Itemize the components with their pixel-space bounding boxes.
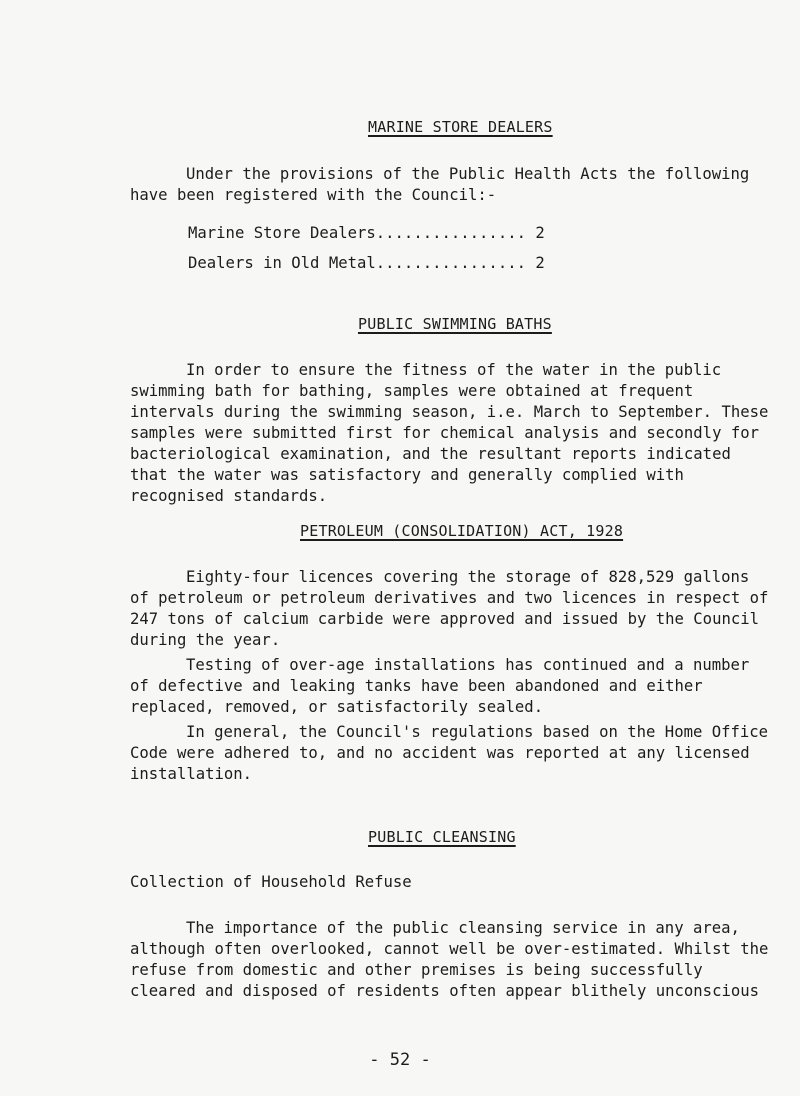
item-leader: ................ (375, 254, 526, 272)
heading-petroleum-act: PETROLEUM (CONSOLIDATION) ACT, 1928 (300, 522, 624, 540)
heading-public-cleansing: PUBLIC CLEANSING (368, 828, 516, 846)
item-label: Marine Store Dealers (188, 224, 376, 242)
paragraph-petroleum-3: In general, the Council's regulations based on the Home Office Code were adhered to, and no accident was reported at any licensed installation. (130, 723, 769, 783)
item-label: Dealers in Old Metal (188, 254, 376, 272)
list-item-dealers-old-metal (188, 254, 545, 272)
item-value: 2 (535, 224, 545, 242)
subheading-household-refuse: Collection of Household Refuse (130, 873, 412, 891)
paragraph-cleansing: The importance of the public cleansing service in any area, although often overlooked, cannot well be over-estimated. Whilst the refuse from domestic and other premises is being successfully cleared and disposed of residents often appear blithely unconscious (130, 919, 769, 1000)
paragraph-petroleum-2: Testing of over-age installations has continued and a number of defective and leaking tanks have been abandoned and either replaced, removed, or satisfactorily sealed. (130, 656, 750, 716)
paragraph-marine-intro: Under the provisions of the Public Health Acts the following have been registered with the Council:- (130, 165, 750, 204)
paragraph-swimming: In order to ensure the fitness of the water in the public swimming bath for bathing, samples were obtained at frequent intervals during the swimming season, i.e. March to September. These samples were submitted first for chemical analysis and secondly for bacteriological examination, and the resultant reports indicated that the water was satisfactory and generally complied with recognised standards. (130, 361, 769, 505)
heading-public-swimming-baths: PUBLIC SWIMMING BATHS (358, 315, 552, 333)
item-leader: ................ (375, 224, 526, 242)
heading-marine-store-dealers: MARINE STORE DEALERS (368, 118, 553, 136)
list-item-marine-store-dealers (188, 224, 545, 242)
item-value: 2 (535, 254, 545, 272)
page-number: - 52 - (369, 1050, 431, 1070)
paragraph-petroleum-1: Eighty-four licences covering the storage of 828,529 gallons of petroleum or petroleum derivatives and two licences in respect of 247 tons of calcium carbide were approved and issued by the Council during the year. (130, 568, 769, 649)
